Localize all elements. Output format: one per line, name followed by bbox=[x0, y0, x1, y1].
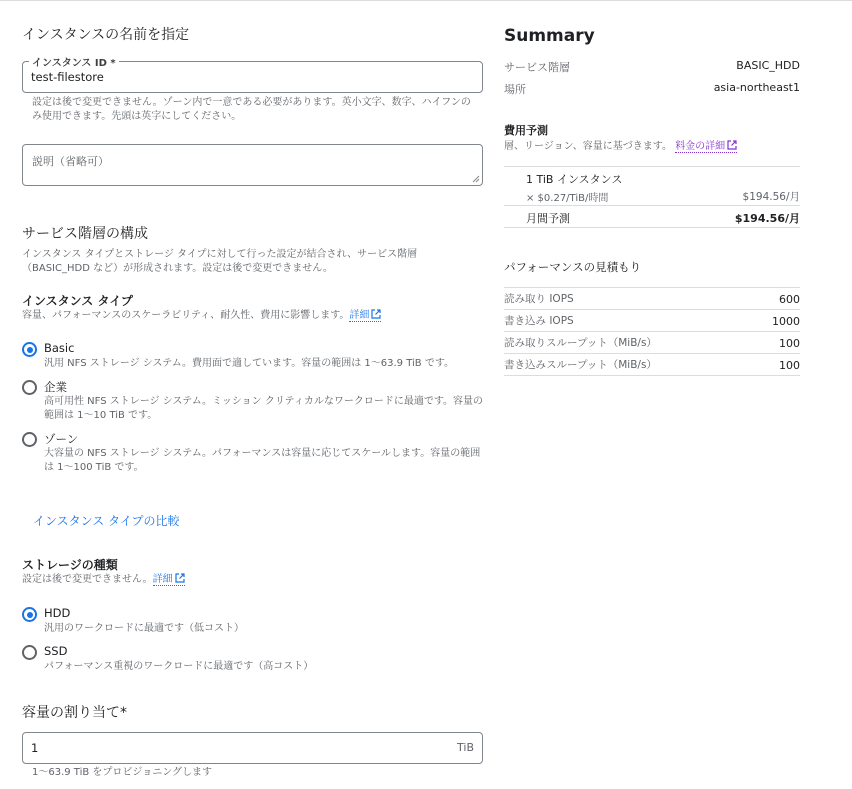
storage-type-details-link[interactable] bbox=[153, 574, 185, 586]
instance-type-helper-text: 容量、パフォーマンスのスケーラビリティ、耐久性、費用に影響します。 bbox=[22, 310, 350, 321]
summary-title: Summary bbox=[504, 26, 595, 46]
instance-id-value: test-filestore bbox=[31, 70, 104, 84]
pricing-details-link[interactable] bbox=[675, 141, 737, 153]
storage-type-helper-text: 設定は後で変更できません。 bbox=[22, 574, 153, 585]
summary-row-value: asia-northeast1 bbox=[713, 81, 800, 94]
divider bbox=[504, 227, 800, 228]
performance-row-label: 読み取り IOPS bbox=[504, 293, 574, 305]
radio-button-icon[interactable] bbox=[22, 380, 37, 395]
divider bbox=[504, 205, 800, 206]
service-tier-heading: サービス階層の構成 bbox=[22, 226, 148, 242]
description-placeholder: 説明（省略可） bbox=[32, 155, 109, 168]
performance-row bbox=[504, 310, 800, 332]
instance-id-label: インスタンス ID * bbox=[29, 54, 119, 69]
capacity-input[interactable] bbox=[22, 732, 483, 764]
instance-id-input[interactable] bbox=[22, 58, 483, 93]
instance-id-helper: 設定は後で変更できません。ゾーン内で一意である必要があります。英小文字、数字、ハイフンのみ使用できます。先頭は英字にしてください。 bbox=[32, 97, 471, 122]
performance-estimate-heading: パフォーマンスの見積もり bbox=[504, 260, 642, 274]
instance-type-helper bbox=[22, 309, 381, 323]
performance-row-label: 書き込み IOPS bbox=[504, 315, 574, 327]
option-label: 企業 bbox=[44, 380, 67, 394]
open-in-new-icon bbox=[371, 309, 381, 319]
summary-row-value: BASIC_HDD bbox=[736, 59, 800, 72]
instance-name-heading: インスタンスの名前を指定 bbox=[22, 27, 190, 43]
option-description: パフォーマンス重視のワークロードに最適です（高コスト） bbox=[44, 661, 314, 672]
performance-row-value: 600 bbox=[779, 293, 800, 306]
cost-item-amount: $194.56/月 bbox=[742, 191, 800, 203]
resize-handle-icon[interactable] bbox=[472, 175, 480, 183]
option-label: SSD bbox=[44, 644, 68, 658]
cost-item-name: 1 TiB インスタンス bbox=[526, 173, 623, 186]
cost-item-rate: × $0.27/TiB/時間 bbox=[526, 193, 609, 204]
option-description: 汎用 NFS ストレージ システム。費用面で適しています。容量の範囲は 1〜63.9 TiB です。 bbox=[44, 358, 455, 369]
summary-row-label: サービス階層 bbox=[504, 61, 570, 74]
description-textarea[interactable] bbox=[22, 144, 483, 186]
option-label: Basic bbox=[44, 341, 75, 355]
storage-type-details-label: 詳細 bbox=[152, 574, 173, 585]
radio-button-icon[interactable] bbox=[22, 607, 37, 622]
radio-button-icon[interactable] bbox=[22, 432, 37, 447]
storage-type-heading: ストレージの種類 bbox=[22, 558, 118, 572]
storage-type-helper bbox=[22, 573, 185, 587]
option-description: 高可用性 NFS ストレージ システム。ミッション クリティカルなワークロードに最適です。容量の範囲は 1〜10 TiB です。 bbox=[44, 396, 484, 421]
performance-row bbox=[504, 288, 800, 310]
capacity-helper: 1〜63.9 TiB をプロビジョニングします bbox=[32, 767, 213, 778]
summary-row-label: 場所 bbox=[504, 83, 526, 96]
instance-type-heading: インスタンス タイプ bbox=[22, 294, 133, 308]
capacity-heading: 容量の割り当て* bbox=[22, 705, 127, 721]
option-description: 汎用のワークロードに最適です（低コスト） bbox=[44, 623, 244, 634]
pricing-details-label: 料金の詳細 bbox=[675, 141, 726, 152]
divider bbox=[504, 166, 800, 167]
option-label: HDD bbox=[44, 606, 71, 620]
performance-row bbox=[504, 332, 800, 354]
performance-row-value: 1000 bbox=[772, 315, 800, 328]
radio-button-icon[interactable] bbox=[22, 645, 37, 660]
monthly-estimate-value: $194.56/月 bbox=[734, 212, 800, 225]
instance-type-details-link[interactable] bbox=[349, 310, 381, 322]
summary-row-location bbox=[504, 81, 800, 99]
radio-button-icon[interactable] bbox=[22, 342, 37, 357]
top-divider bbox=[0, 0, 852, 1]
cost-description-text: 層、リージョン、容量に基づきます。 bbox=[504, 141, 672, 152]
instance-type-details-label: 詳細 bbox=[349, 310, 370, 321]
open-in-new-icon bbox=[727, 140, 737, 150]
compare-instance-types-link[interactable]: インスタンス タイプの比較 bbox=[33, 514, 180, 528]
performance-row-value: 100 bbox=[779, 337, 800, 350]
performance-row-label: 書き込みスループット（MiB/s） bbox=[504, 359, 657, 371]
capacity-unit: TiB bbox=[457, 741, 474, 754]
open-in-new-icon bbox=[175, 573, 185, 583]
service-tier-helper: インスタンス タイプとストレージ タイプに対して行った設定が結合され、サービス階層（BASIC_HDD など）が形成されます。設定は後で変更できません。 bbox=[22, 249, 418, 274]
performance-row bbox=[504, 354, 800, 376]
option-label: ゾーン bbox=[44, 432, 79, 446]
monthly-estimate-label: 月間予測 bbox=[526, 212, 570, 225]
cost-estimate-description bbox=[504, 137, 737, 152]
summary-row-tier bbox=[504, 59, 800, 77]
capacity-value: 1 bbox=[31, 741, 39, 755]
cost-estimate-heading: 費用予測 bbox=[504, 124, 548, 137]
performance-row-label: 読み取りスループット（MiB/s） bbox=[504, 337, 657, 349]
performance-row-value: 100 bbox=[779, 359, 800, 372]
option-description: 大容量の NFS ストレージ システム。パフォーマンスは容量に応じてスケールします。容量の範囲は 1〜100 TiB です。 bbox=[44, 448, 481, 473]
